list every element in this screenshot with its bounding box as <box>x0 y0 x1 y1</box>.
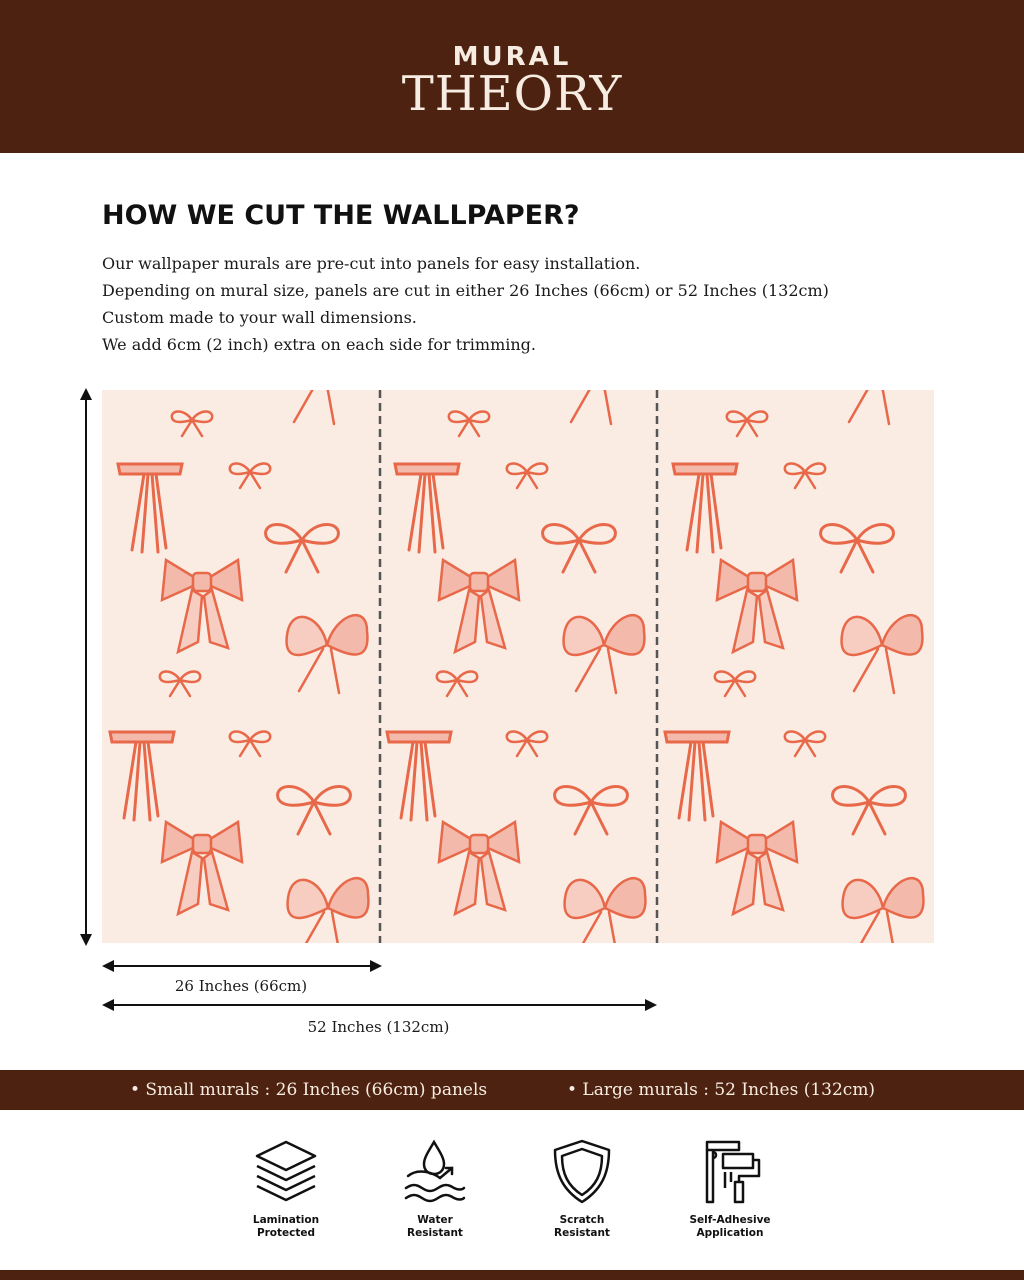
logo-top-text: MURAL <box>452 42 572 72</box>
small-width-label: 26 Inches (66cm) <box>174 977 308 995</box>
description-line: Depending on mural size, panels are cut in either 26 Inches (66cm) or 52 Inches (132cm) <box>102 281 829 300</box>
feature-line: Application <box>696 1227 764 1239</box>
section-title: HOW WE CUT THE WALLPAPER? <box>102 200 580 231</box>
feature-line: Resistant <box>407 1227 463 1239</box>
feature-scratch <box>507 1138 657 1240</box>
small-murals-info: • Small murals : 26 Inches (66cm) panels <box>130 1080 488 1100</box>
feature-water <box>360 1138 510 1240</box>
feature-line: Resistant <box>554 1227 610 1239</box>
feature-self-adhesive <box>655 1138 805 1240</box>
description-list <box>102 250 829 358</box>
brand-header <box>0 0 1024 153</box>
description-line: Our wallpaper murals are pre-cut into panels for easy installation. <box>102 254 641 273</box>
shield-icon <box>547 1138 617 1206</box>
description-line: Custom made to your wall dimensions. <box>102 308 417 327</box>
layers-icon <box>251 1138 321 1206</box>
small-width-arrow <box>102 959 382 973</box>
large-width-arrow <box>102 998 657 1012</box>
water-drop-icon <box>400 1138 470 1206</box>
feature-line: Self-Adhesive <box>689 1214 771 1226</box>
large-murals-info: • Large murals : 52 Inches (132cm) <box>567 1080 876 1100</box>
panel-size-band <box>0 1070 1024 1110</box>
logo-main-text: THEORY <box>401 66 623 122</box>
footer-bar <box>0 1270 1024 1280</box>
feature-line: Water <box>417 1214 453 1226</box>
large-width-label: 52 Inches (132cm) <box>307 1018 450 1036</box>
feature-line: Lamination <box>252 1214 320 1226</box>
mural-preview <box>102 390 934 943</box>
description-line: We add 6cm (2 inch) extra on each side for trimming. <box>102 335 537 354</box>
height-arrow <box>78 388 94 946</box>
feature-lamination <box>211 1138 361 1240</box>
paste-roller-icon <box>695 1138 765 1206</box>
feature-line: Scratch <box>559 1214 605 1226</box>
feature-line: Protected <box>256 1227 316 1239</box>
